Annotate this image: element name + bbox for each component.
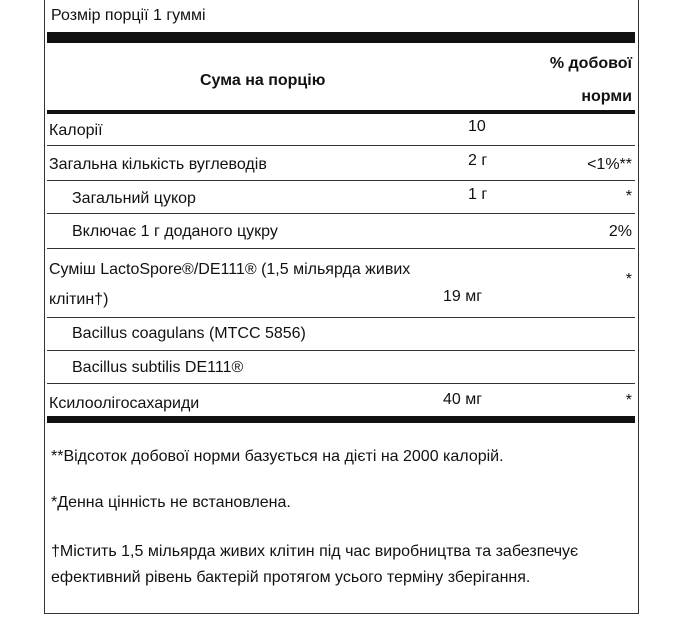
row-added-sugars-dv: 2% [608, 223, 632, 240]
thick-divider-header [47, 110, 635, 114]
supplement-facts-panel [44, 0, 639, 614]
row-xos-dv: * [625, 392, 632, 409]
footnote-live-cells-line2: ефективний рівень бактерій протягом усього терміну зберігання. [51, 569, 531, 586]
row-probiotic-blend-amount: 19 мг [443, 288, 483, 305]
row-bacillus-subtilis-name: Bacillus subtilis DE111® [72, 359, 244, 376]
row-total-sugars-dv: * [625, 188, 632, 205]
row-xos-name: Ксилоолігосахариди [49, 395, 200, 412]
row-added-sugars-name: Включає 1 г доданого цукру [72, 223, 278, 240]
row-total-sugars-amount: 1 г [468, 186, 488, 203]
row-total-carbs-amount: 2 г [468, 152, 488, 169]
row-calories-name: Калорії [49, 122, 103, 139]
daily-value-header-line1: % добової [549, 55, 632, 72]
row-divider [47, 213, 635, 214]
footnote-not-established: *Денна цінність не встановлена. [51, 494, 291, 511]
row-total-carbs-dv: <1%** [587, 156, 632, 173]
row-divider [47, 145, 635, 146]
row-bacillus-coagulans-name: Bacillus coagulans (MTCC 5856) [72, 325, 306, 342]
row-divider [47, 350, 635, 351]
thick-divider-top [47, 32, 635, 43]
daily-value-header-line2: норми [581, 88, 632, 105]
row-calories-amount: 10 [468, 118, 486, 135]
row-divider [47, 248, 635, 249]
footnote-dv-basis: **Відсоток добової норми базується на дієті на 2000 калорій. [51, 448, 504, 465]
serving-size: Розмір порції 1 гуммі [51, 7, 206, 24]
row-probiotic-blend-name-line1: Суміш LactoSpore®/DE111® (1,5 мільярда живих [49, 261, 411, 278]
row-xos-amount: 40 мг [443, 391, 483, 408]
row-total-carbs-name: Загальна кількість вуглеводів [49, 156, 267, 173]
amount-per-serving-header: Сума на порцію [200, 72, 326, 89]
row-probiotic-blend-dv: * [625, 271, 632, 288]
thick-divider-bottom [47, 416, 635, 423]
row-probiotic-blend-name-line2: клітин†) [49, 291, 109, 308]
row-divider [47, 383, 635, 384]
row-divider [47, 317, 635, 318]
footnote-live-cells-line1: †Містить 1,5 мільярда живих клітин під час виробництва та забезпечує [51, 543, 579, 560]
row-total-sugars-name: Загальний цукор [72, 190, 196, 207]
row-divider [47, 180, 635, 181]
